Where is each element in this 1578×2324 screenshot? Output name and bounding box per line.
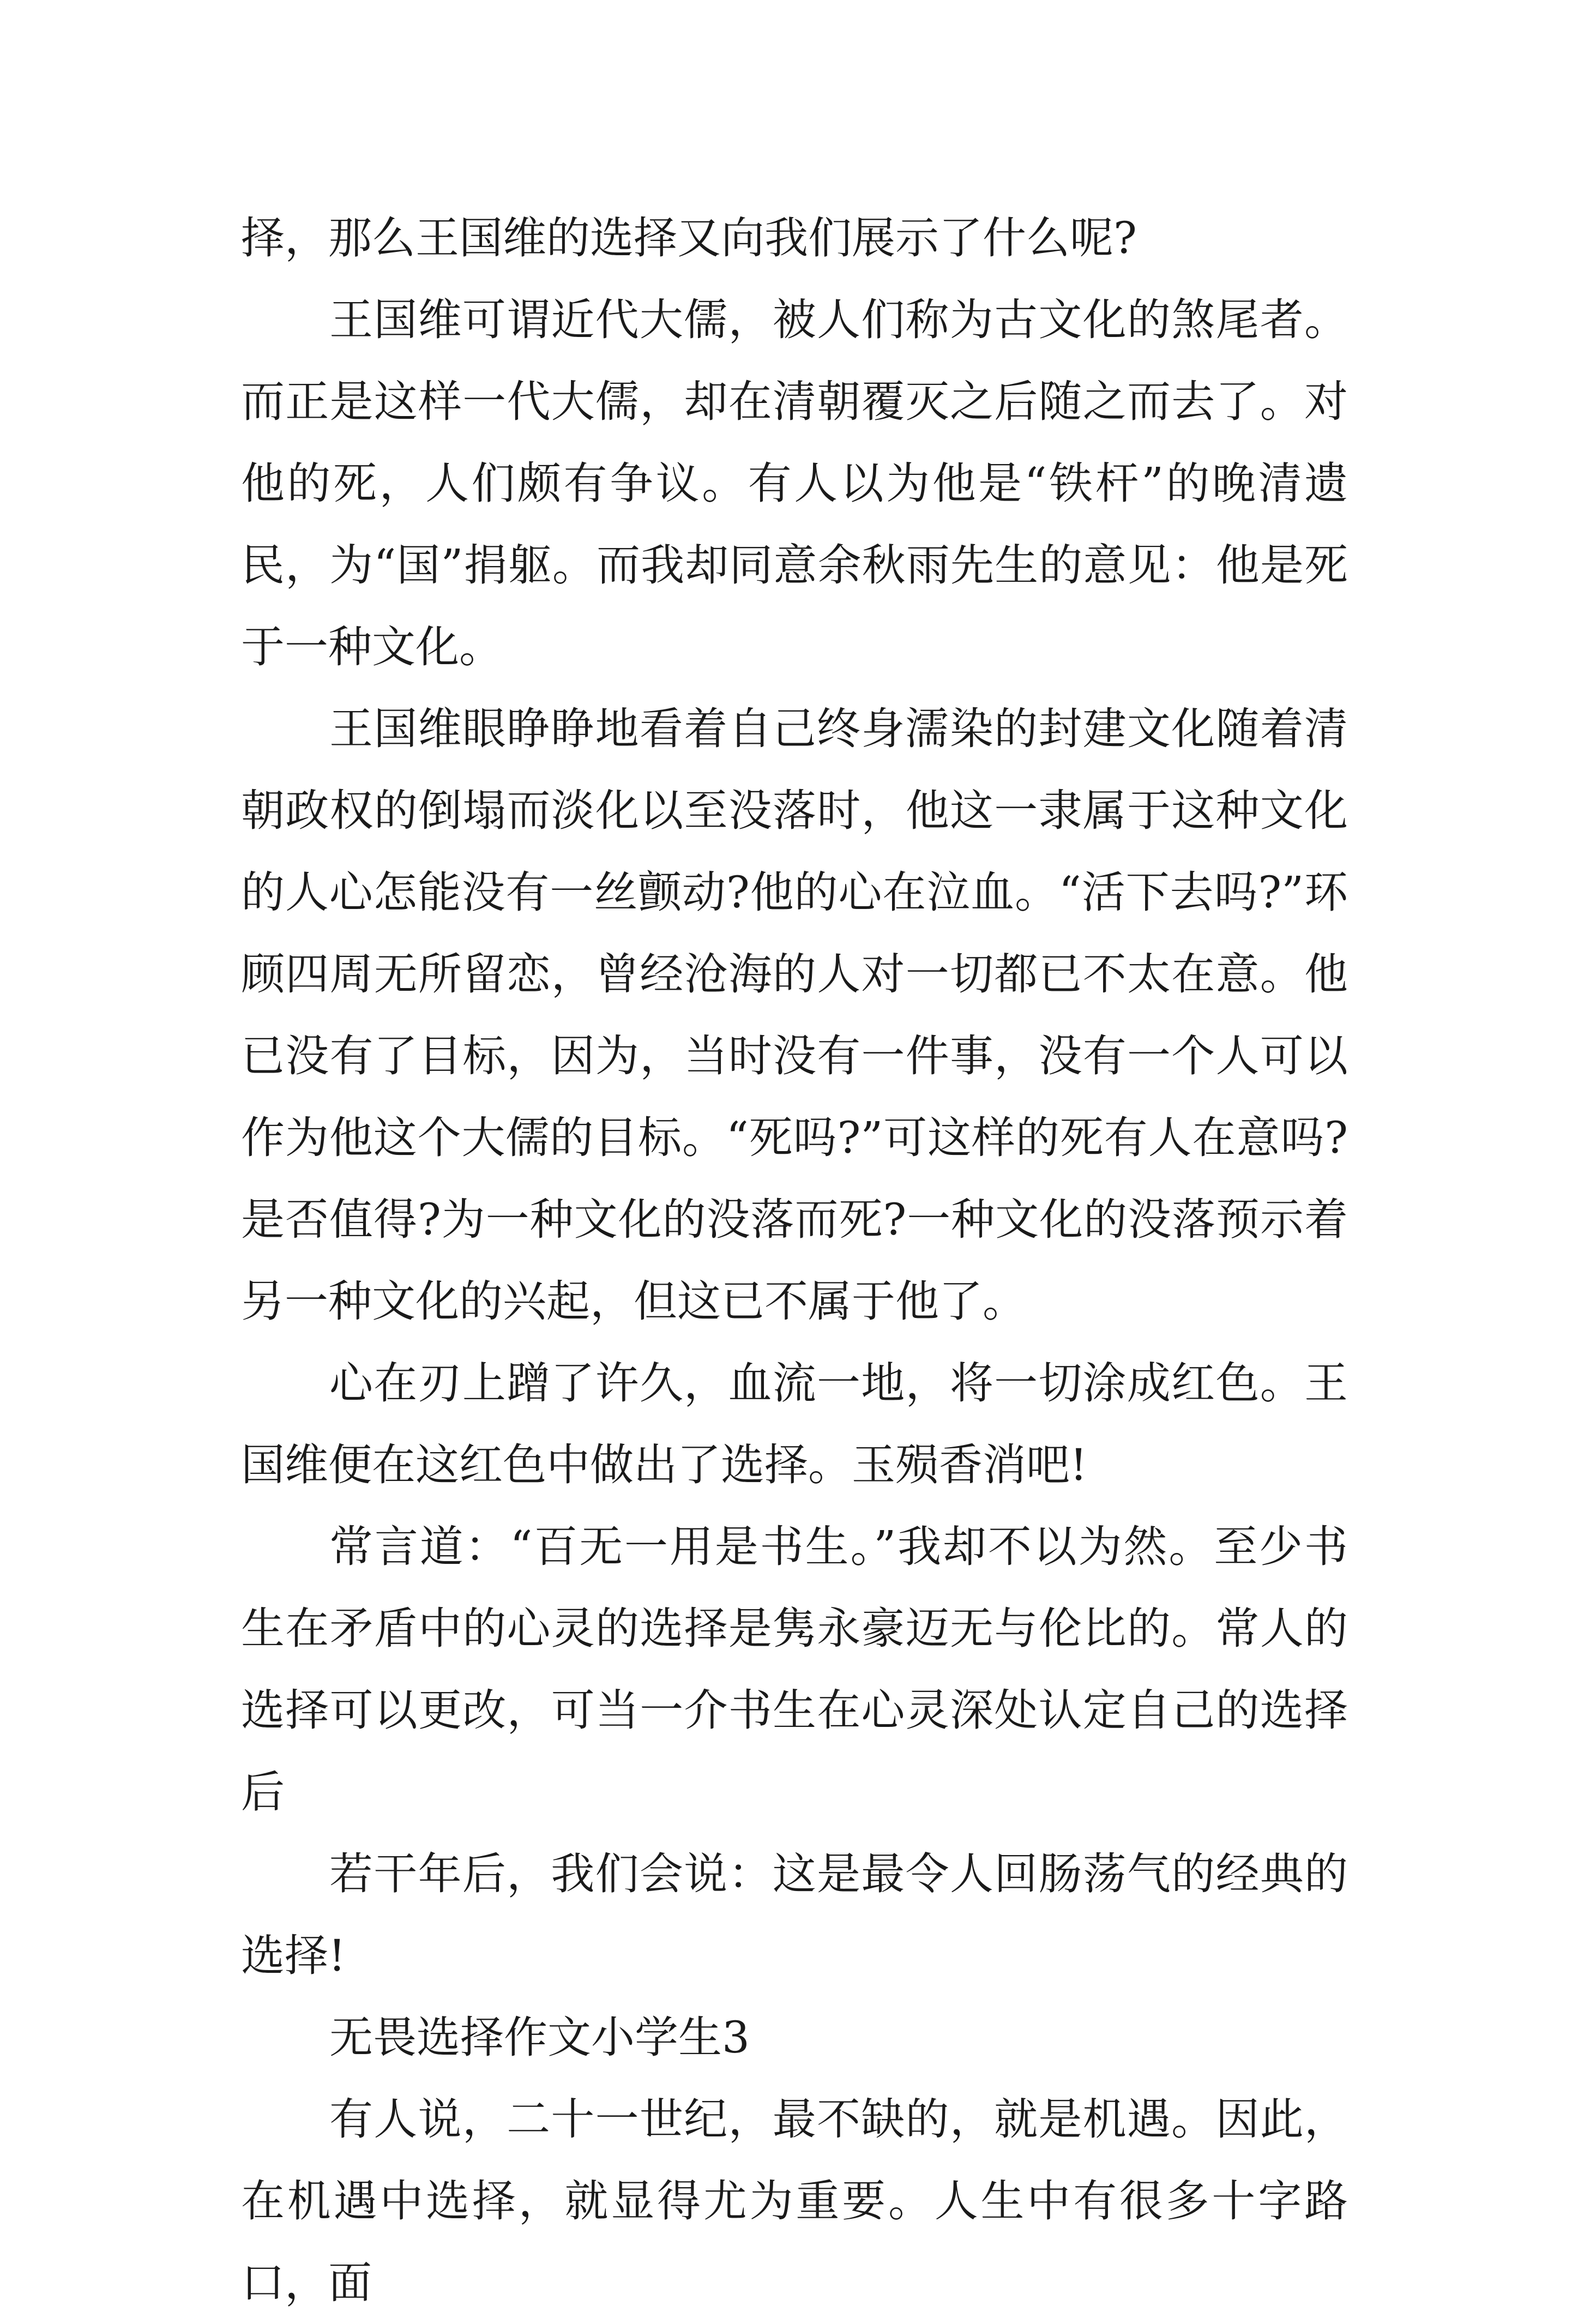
paragraph-continuation: 择，那么王国维的选择又向我们展示了什么呢? [241,213,1137,263]
paragraph: 王国维眼睁睁地看着自己终身濡染的封建文化随着清朝政权的倒塌而淡化以至没落时，他这一隶属于这种文化的人心怎能没有一丝颤动?他的心在泣血。“活下去吗?”环顾四周无所留恋，曾经沧海的人对一切都已不太在意。他已没有了目标，因为，当时没有一件事，没有一个人可以作为他这个大儒的目标。“死吗?”可这样的死有人在意吗?是否值得?为一种文化的没落而死?一种文化的没落预示着另一种文化的兴起，但这已不属于他了。 [241,703,1348,1327]
paragraph: 有人说，二十一世纪，最不缺的，就是机遇。因此，在机遇中选择，就显得尤为重要。人生中有很多十字路口，面 [241,2094,1348,2308]
paragraph: 若干年后，我们会说：这是最令人回肠荡气的经典的选择! [241,1849,1348,1981]
paragraph: 常言道：“百无一用是书生。”我却不以为然。至少书生在矛盾中的心灵的选择是隽永豪迈无与伦比的。常人的选择可以更改，可当一介书生在心灵深处认定自己的选择后 [241,1521,1348,1817]
paragraph: 心在刃上蹭了许久，血流一地，将一切涂成红色。王国维便在这红色中做出了选择。玉殒香消吧! [241,1358,1348,1490]
paragraph: 王国维可谓近代大儒，被人们称为古文化的煞尾者。而正是这样一代大儒，却在清朝覆灭之后随之而去了。对他的死，人们颇有争议。有人以为他是“铁杆”的晚清遗民，为“国”捐躯。而我却同意余秋雨先生的意见：他是死于一种文化。 [241,294,1348,672]
section-title: 无畏选择作文小学生3 [329,2012,750,2063]
document-body [241,197,1348,2324]
